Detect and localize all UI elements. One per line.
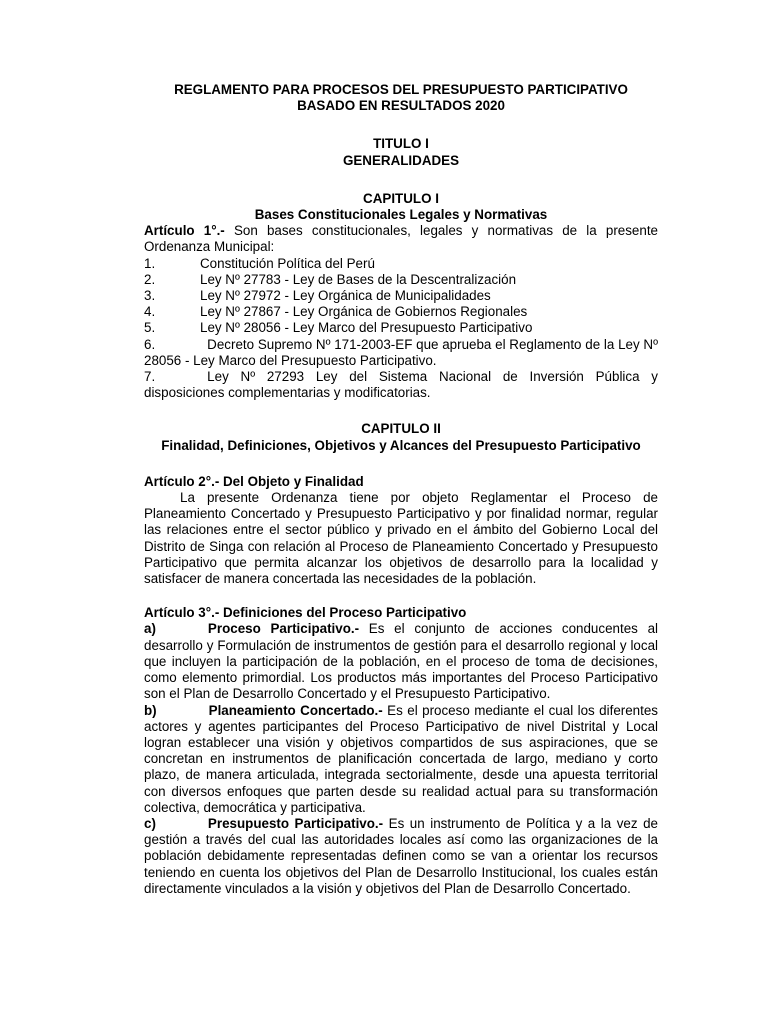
definition-c: c) Presupuesto Participativo.- Es un instrumento de Política y a la vez de gestión a través del cual las autoridades locales así como las organizaciones de la población debidamente representadas definen como se van a orientar los recursos teniendo en cuenta los objetivos del Plan de Desarrollo Institucional, los cuales están directamente vinculados a la visión y objetivos del Plan de Desarrollo Concertado. <box>144 815 658 896</box>
capitulo1-name: Bases Constitucionales Legales y Normativas <box>254 207 548 223</box>
list-item: 4. Ley Nº 27867 - Ley Orgánica de Gobiernos Regionales <box>144 304 528 320</box>
definition-a: a) Proceso Participativo.- Es el conjunto de acciones conducentes al desarrollo y Formulación de instrumentos de gestión para el desarrollo regional y local que incluyen la participación de la población, en el proceso de toma de decisiones, como elemento primordial. Los productos más importantes del Proceso Participativo son el Plan de Desarrollo Concertado y el Presupuesto Participativo. <box>144 621 658 702</box>
list-item: 2. Ley Nº 27783 - Ley de Bases de la Descentralización <box>144 271 517 287</box>
list-item: 3. Ley Nº 27972 - Ley Orgánica de Municipalidades <box>144 288 491 304</box>
article1-list <box>144 256 658 402</box>
capitulo2-name: Finalidad, Definiciones, Objetivos y Alcances del Presupuesto Participativo <box>161 437 641 453</box>
document-title-line2: BASADO EN RESULTADOS 2020 <box>297 98 505 114</box>
list-item: 1. Constitución Política del Perú <box>144 255 375 271</box>
document-body <box>144 82 658 897</box>
article1-intro-text: Son bases constitucionales, legales y normativas de la presente Ordenanza Municipal: <box>144 223 658 255</box>
capitulo2-label: CAPITULO II <box>361 421 441 437</box>
document-title-line1: REGLAMENTO PARA PROCESOS DEL PRESUPUESTO PARTICIPATIVO <box>174 82 628 97</box>
article1-heading: Artículo 1°.- <box>144 223 225 239</box>
article1-intro <box>144 223 658 255</box>
definition-c-term: Presupuesto Participativo.- <box>207 815 384 831</box>
article2-body: La presente Ordenanza tiene por objeto Reglamentar el Proceso de Planeamiento Concertado y Presupuesto Participativo y por finalidad normar, regular las relaciones entre el sector público y privado en el ámbito del Gobierno Local del Distrito de Singa con relación al Proceso de Planeamiento Concertado y Presupuesto Participativo que permita alcanzar los objetivos de desarrollo para la localidad y satisfacer de manera concertada las necesidades de la población. <box>144 490 658 587</box>
article2-heading: Artículo 2°.- Del Objeto y Finalidad <box>144 473 364 489</box>
titulo-label: TITULO I <box>373 136 429 152</box>
definition-a-term: Proceso Participativo.- <box>207 621 360 637</box>
list-item: 5. Ley Nº 28056 - Ley Marco del Presupuesto Participativo <box>144 320 533 336</box>
capitulo1-label: CAPITULO I <box>363 190 439 206</box>
list-item: 6. Decreto Supremo Nº 171-2003-EF que aprueba el Reglamento de la Ley Nº 28056 - Ley Marco del Presupuesto Participativo. <box>144 336 658 368</box>
titulo-name: GENERALIDADES <box>342 152 460 168</box>
list-item: 7. Ley Nº 27293 Ley del Sistema Nacional de Inversión Pública y disposiciones complementarias y modificatorias. <box>144 369 658 401</box>
definition-b-term: Planeamiento Concertado.- <box>208 702 383 718</box>
definition-b: b) Planeamiento Concertado.- Es el proceso mediante el cual los diferentes actores y agentes participantes del Proceso Participativo de nivel Distrital y Local logran establecer una visión y objetivos compartidos de sus aspiraciones, que se concretan en instrumentos de planificación concertada de largo, mediano y corto plazo, de manera articulada, integrada sectorialmente, desde una apuesta territorial con diversos enfoques que parten desde su realidad actual para su transformación colectiva, democrática y participativa. <box>144 702 658 815</box>
article3-heading: Artículo 3°.- Definiciones del Proceso Participativo <box>144 605 467 621</box>
